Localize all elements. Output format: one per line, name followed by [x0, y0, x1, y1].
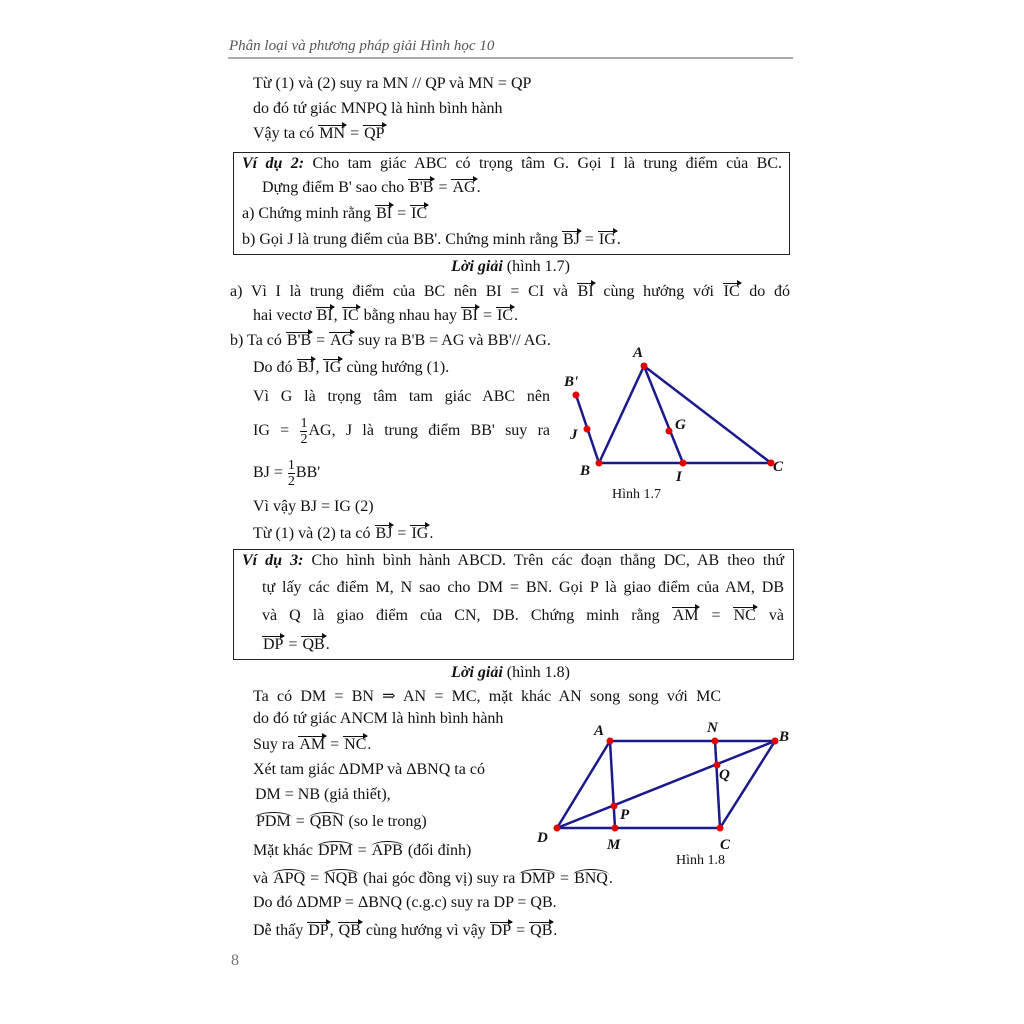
text-segment: =: [580, 231, 598, 248]
fraction-denominator: 2: [287, 474, 295, 489]
text-segment: .: [429, 525, 434, 542]
vector-notation: NC: [733, 607, 756, 624]
label-p: P: [620, 807, 630, 823]
text-segment: suy ra B'B = AG và BB'// AG.: [354, 332, 551, 349]
label-n: N: [707, 720, 718, 736]
vector-notation: QB: [338, 922, 361, 939]
angle-notation: DPM: [317, 842, 353, 859]
text-segment: Ta có DM = BN ⇒ AN = MC, mặt khác AN song song với MC: [253, 688, 721, 705]
text-segment: BB': [295, 464, 321, 482]
text-segment: Dựng điểm B' sao cho: [262, 179, 409, 196]
text-segment: cùng hướng (1).: [342, 359, 450, 376]
label-b: B: [580, 463, 591, 479]
text-segment: =: [346, 125, 364, 142]
vector-notation: NC: [344, 736, 367, 753]
angle-notation: BNQ: [574, 870, 608, 887]
text-segment: ,: [329, 922, 338, 939]
text-segment: .: [608, 870, 613, 887]
text-segment: =: [434, 179, 452, 196]
text-segment: hai vectơ: [253, 307, 316, 324]
label-m: M: [607, 837, 621, 853]
vector-notation: DP: [263, 636, 284, 653]
example-label: Lời giải: [451, 664, 503, 681]
text-segment: bằng nhau hay: [359, 307, 461, 324]
vector-notation: BJ: [297, 359, 315, 376]
text-segment: Từ (1) và (2) suy ra MN // QP và MN = QP: [253, 75, 532, 92]
point-p: [611, 803, 618, 810]
vector-notation: AM: [672, 607, 699, 624]
figure-1-7-points: [573, 363, 775, 467]
label-a: A: [633, 345, 644, 361]
text-segment: ,: [333, 307, 342, 324]
label-d: D: [537, 830, 548, 846]
text-segment: b) Gọi J là trung điểm của BB'. Chứng minh rằng: [242, 231, 562, 248]
fraction-numerator: 1: [287, 458, 295, 473]
page-number: 8: [231, 952, 239, 969]
point-c: [717, 825, 724, 832]
vector-notation: BI: [376, 205, 393, 222]
text-segment: .: [616, 231, 621, 248]
label-j: J: [570, 427, 578, 443]
vector-notation: QP: [364, 125, 385, 142]
vector-notation: AG: [330, 332, 354, 349]
text-segment: cùng hướng với: [594, 283, 723, 300]
vector-notation: IC: [723, 283, 740, 300]
text-segment: cùng hướng vì vậy: [361, 922, 490, 939]
figure-1-8-caption: Hình 1.8: [676, 853, 725, 868]
text-segment: và: [253, 870, 273, 887]
angle-notation: APB: [371, 842, 403, 859]
running-header: Phân loại và phương pháp giải Hình học 10: [229, 38, 495, 54]
point-a: [641, 363, 648, 370]
vector-notation: BI: [316, 307, 333, 324]
fraction-denominator: 2: [300, 432, 308, 447]
text-segment: =: [478, 307, 496, 324]
vector-notation: B'B: [286, 332, 312, 349]
text-segment: và: [756, 607, 785, 624]
segment-db: [557, 741, 775, 828]
text-segment: Từ (1) và (2) ta có: [253, 525, 375, 542]
text-segment: (hình 1.8): [502, 664, 570, 681]
text-segment: (hình 1.7): [502, 258, 570, 275]
label-q: Q: [719, 767, 730, 783]
text-segment: IG =: [253, 422, 300, 440]
text-segment: (so le trong): [344, 813, 427, 830]
text-segment: a) Vì I là trung điểm của BC nên BI = CI và: [230, 283, 577, 300]
angle-notation: DMP: [520, 870, 556, 887]
vector-notation: MN: [319, 125, 346, 142]
figure-1-8: [557, 741, 775, 828]
text-segment: do đó: [740, 283, 791, 300]
point-d: [554, 825, 561, 832]
label-c: C: [773, 459, 784, 475]
angle-notation: APQ: [273, 870, 306, 887]
text-segment: .: [325, 636, 330, 653]
text-segment: =: [291, 813, 309, 830]
vector-notation: IC: [411, 205, 428, 222]
vector-notation: QB: [530, 922, 553, 939]
label-g: G: [675, 417, 686, 433]
text-segment: =: [699, 607, 733, 624]
angle-notation: PDM: [256, 813, 291, 830]
vector-notation: IC: [342, 307, 359, 324]
label-a: A: [594, 723, 605, 739]
vector-notation: AG: [452, 179, 476, 196]
text-segment: =: [393, 525, 411, 542]
vector-notation: QB: [302, 636, 325, 653]
text-segment: BJ =: [253, 464, 287, 482]
segment-ab: [599, 366, 644, 463]
vector-notation: IG: [598, 231, 616, 248]
text-segment: .: [476, 179, 481, 196]
vector-notation: IG: [324, 359, 342, 376]
point-m: [612, 825, 619, 832]
text-segment: ,: [315, 359, 324, 376]
point-n: [712, 738, 719, 745]
text-segment: =: [306, 870, 324, 887]
angle-notation: NQB: [324, 870, 358, 887]
point-b-prime: [573, 392, 580, 399]
text-segment: và Q là giao điểm của CN, DB. Chứng minh rằng: [262, 607, 672, 624]
text-segment: Mặt khác: [253, 842, 317, 859]
vector-notation: DP: [308, 922, 329, 939]
text-segment: .: [367, 736, 372, 753]
label-i: I: [676, 469, 682, 485]
vector-notation: AM: [299, 736, 326, 753]
vector-notation: IG: [411, 525, 429, 542]
text-segment: =: [353, 842, 371, 859]
text-segment: Vậy ta có: [253, 125, 319, 142]
segment-nc: [715, 741, 720, 828]
text-segment: Vì vậy BJ = IG (2): [253, 498, 374, 515]
vector-notation: BJ: [562, 231, 580, 248]
label-c: C: [720, 837, 731, 853]
text-segment: tự lấy các điểm M, N sao cho DM = BN. Gọi P là giao điểm của AM, DB: [262, 579, 784, 596]
example-label: Ví dụ 3:: [242, 552, 304, 569]
text-segment: Dễ thấy: [253, 922, 308, 939]
point-g: [666, 428, 673, 435]
text-segment: b) Ta có: [230, 332, 286, 349]
text-segment: Do đó ΔDMP = ΔBNQ (c.g.c) suy ra DP = QB.: [253, 894, 557, 911]
text-segment: (hai góc đồng vị) suy ra: [358, 870, 520, 887]
text-segment: Cho tam giác ABC có trọng tâm G. Gọi I là trung điểm của BC.: [304, 155, 783, 172]
point-j: [584, 426, 591, 433]
vector-notation: IC: [497, 307, 513, 324]
text-segment: Do đó: [253, 359, 297, 376]
text-segment: do đó tứ giác ANCM là hình bình hành: [253, 710, 504, 727]
point-b: [596, 460, 603, 467]
text-segment: AG, J là trung điểm BB' suy ra: [308, 422, 551, 440]
text-segment: =: [512, 922, 530, 939]
text-segment: (đối đỉnh): [403, 842, 472, 859]
text-segment: .: [514, 307, 518, 324]
angle-notation: QBN: [309, 813, 344, 830]
vector-notation: BI: [577, 283, 594, 300]
example-label: Ví dụ 2:: [242, 155, 305, 172]
segment-am: [610, 741, 615, 828]
text-segment: do đó tứ giác MNPQ là hình bình hành: [253, 100, 503, 117]
text-segment: a) Chứng minh rằng: [242, 205, 376, 222]
text-segment: Cho hình bình hành ABCD. Trên các đoạn thẳng DC, AB theo thứ: [303, 552, 785, 569]
text-segment: Xét tam giác ΔDMP và ΔBNQ ta có: [253, 761, 485, 778]
point-i: [680, 460, 687, 467]
text-segment: Suy ra: [253, 736, 299, 753]
text-segment: Vì G là trọng tâm tam giác ABC nên: [253, 388, 550, 405]
label-b-prime: B': [564, 374, 579, 390]
text-segment: .: [553, 922, 558, 939]
example-label: Lời giải: [451, 258, 503, 275]
vector-notation: B'B: [409, 179, 434, 196]
text-segment: DM = NB (giả thiết),: [255, 786, 391, 803]
text-segment: =: [326, 736, 344, 753]
point-a: [607, 738, 614, 745]
text-segment: =: [312, 332, 330, 349]
text-segment: =: [393, 205, 411, 222]
vector-notation: DP: [490, 922, 512, 939]
figure-1-7-caption: Hình 1.7: [612, 487, 661, 502]
vector-notation: BJ: [375, 525, 393, 542]
fraction-numerator: 1: [300, 416, 308, 431]
vector-notation: BI: [461, 307, 478, 324]
text-segment: =: [556, 870, 574, 887]
point-b: [772, 738, 779, 745]
text-segment: =: [284, 636, 302, 653]
label-b: B: [779, 729, 790, 745]
figure-1-7: [576, 366, 771, 463]
